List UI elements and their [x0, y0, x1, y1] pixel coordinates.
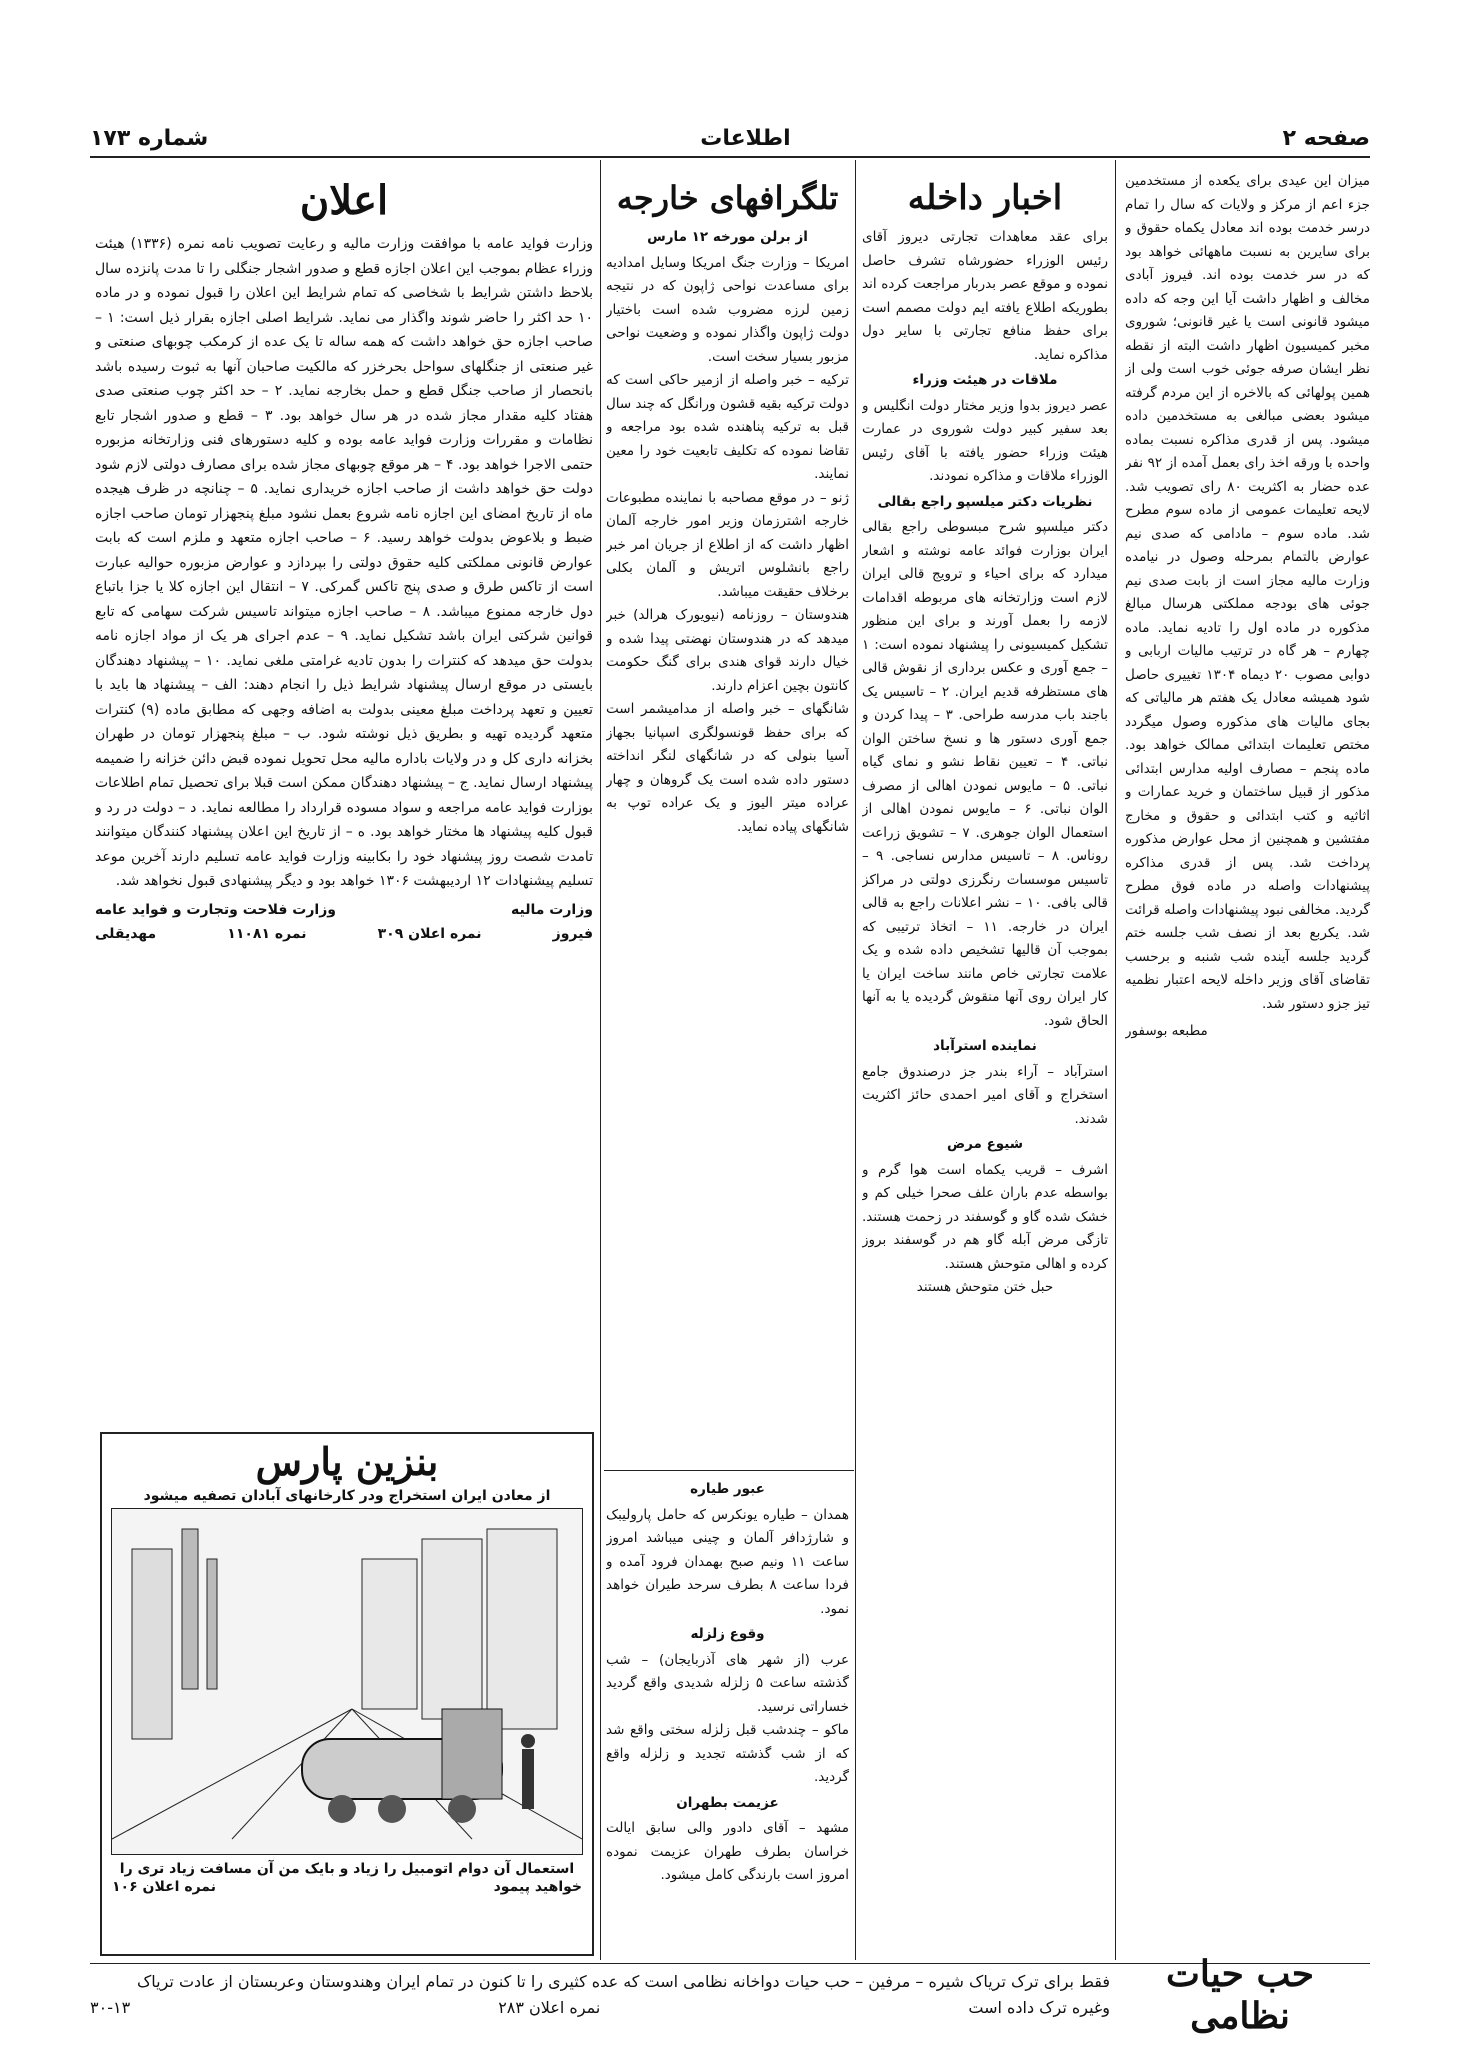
footer-text-block: [90, 1969, 1110, 2021]
signer-name: فیروز: [552, 926, 593, 942]
article-text: میزان این عیدی برای یکعده از مستخدمین جزء اعم از مرکز و ولایات که سال را تمام درسر خدمت بوده اند معادل یکماه حقوق و برای سایرین به نسبت ماههائی خواهد بود که در سر خدمت بوده اند. فیروز آبادی مخالف و اظهار داشت آیا این وجه که داده میشود قانونی است یا غیر قانونی؛ شوروی مخبر کمیسیون اظهار داشت البته از نقطه نظر ایشان صرفه جوئی خوب است ولی از همین پولهائی که بالاخره از این مردم گرفته میشود بعضی مبالغی به مستخدمین داده میشود. پس از قدری مذاکره نسبت بماده واحده با ورقه اخذ رای بعمل آمده از ۹۲ نفر عده حضار به اکثریت ۸۰ رای تصویب شد. لایحه تعلیمات عمومی از ماده سوم مطرح شد. ماده سوم – مادامی که صدی نیم عوارض بالتمام بمرحله وصول در نیامده وزارت مالیه مجاز است از بابت صدی نیم جوئی های بودجه مملکتی هرسال مبالغ مذکوره در ماده اول را تادیه نماید. ماده چهارم – هر گاه در ترتیب مالیات اربابی و دوابی مصوب ۲۰ دیماه ۱۳۰۴ تغییری حاصل شود همیشه معادل یک هفتم هر مالیاتی که بجای مالیات های مذکوره وصول میگردد مختص تعلیمات ابتدائی ممالک خواهد بود. ماده پنجم – مصارف اولیه مدارس ابتدائی مذکور از قبیل ساختمان و خرید عمارات و اثاثیه و کتب ابتدائی و حقوق و مخارج مفتشین و همچنین از محل عوارض مذکوره پرداخت شد. پس از قدری مذاکره پیشنهادات واصله در ماده فوق مطرح گردید. مخالفی نبود پیشنهادات واصله قرائت شد. یکربع بعد از نصف شب جلسه ختم گردید جلسه آینده شب شنبه و برحسب تقاضای آقای وزیر داخله لایحه اعتبار نظمیه تیز جزو دستور شد.: [1125, 173, 1370, 1012]
footer-advertisement: [90, 1953, 1370, 2037]
article-heading: نماینده استرآباد: [933, 1038, 1037, 1054]
article-heading: عبور طیاره: [690, 1481, 765, 1497]
section-title: اخبار داخله: [907, 178, 1063, 218]
dateline: از برلن مورخه ۱۲ مارس: [647, 229, 808, 245]
ad-title: بنزین پارس: [255, 1439, 439, 1484]
article-text: ترکیه – خبر واصله از ازمیر حاکی است که دولت ترکیه بقیه قشون ورانگل که چند سال قبل به ترکیه پناهنده شده بود مراجعه و تقاضا نموده که تکلیف تابعیت خود را معین نمایند.: [606, 372, 849, 482]
footer-text: فقط برای ترک تریاک شیره – مرفین – حب حیات دواخانه نظامی است که عده کثیری را تا کنون در تمام ایران وهندوستان وعربستان از عادت تریاک: [136, 1972, 1110, 1991]
article-text: همدان – طیاره یونکرس که حامل پارولیبک و شارژدافر آلمان و چینی میباشد امروز ساعت ۱۱ ونیم صبح بهمدان فرود آمده و فردا ساعت ۸ بطرف سرحد طیران خواهد نمود.: [606, 1506, 849, 1617]
article-text: عرب (از شهر های آذربایجان) – شب گذشته ساعت ۵ زلزله شدیدی واقع گردید خساراتی نرسید.: [606, 1651, 849, 1715]
article-heading: وقوع زلزله: [690, 1626, 765, 1642]
ad-number: نمره اعلان ۱۰۶: [112, 1879, 216, 1895]
ad-bottom-text: استعمال آن دوام اتومبیل را زیاد و بایک من آن مسافت زیاد تری را: [119, 1861, 575, 1877]
article-heading: عزیمت بطهران: [676, 1794, 779, 1811]
refinery-illustration: [111, 1508, 583, 1855]
article-heading: نظریات دکتر میلسپو راجع بقالی: [877, 493, 1093, 510]
column-rule: [855, 160, 856, 1960]
notice-body: وزارت فواید عامه با موافقت وزارت مالیه و رعایت تصویب نامه نمره (۱۳۳۶) هیئت وزراء عظام بموجب این اعلان اجازه قطع و صدور اشجار جنگلی را تا مدت پانزده سال بلاحظ داشتن شرایط با شخاصی که تمام شرایط این اعلان را قبول نموده و در ماده ۱۰ حد اکثر را حاضر شوند واگذار می نماید. شرایط اصلی اجازه بقرار ذیل است: ۱ – صاحب اجازه حق خواهد داشت که همه ساله تا یک عده از کرمکب چوبهای صنعتی و غیر صنعتی از جنگلهای سواحل بحرخزر که مالکیت صاحبان آنها به ثبوت رسیده باشد بانحصار از صاحب جنگل قطع و حمل بخارجه نماید. ۲ – حد اکثر چوب صنعتی صدی هفتاد کلیه مقدار مجاز شده در هر سال خواهد بود. ۳ – قطع و صدور اشجار تابع نظامات و مقررات وزارت فواید عامه بوده و کلیه دستورهای فنی وزارتخانه مزبوره حتمی الاجرا خواهد بود. ۴ – هر موقع چوبهای مجاز شده برای مصارف دولتی لازم شود دولت حق خواهد داشت از صاحب اجازه خریداری نماید. ۵ – چنانچه در ظرف هیجده ماه از تاریخ امضای این اجازه نامه شروع بعمل نشود مبلغ پنجهزار تومان صاحب اجازه ضبط و بلاعوض بدولت خواهد رسید. ۶ – صاحب اجازه متعهد و ملزم است که بابت عوارض قانونی مملکتی کلیه حقوق دولتی را بپردازد و عوارض مزبوره حوالیه عبارت است از تاکس طرق و صدی پنج تاکس گمرکی. ۷ – انتقال این اجازه کلا یا جزا باتباع دول خارجه ممنوع میباشد. ۸ – صاحب اجازه میتواند تاسیس شرکت سهامی که تابع قوانین شرکتی ایران باشد تشکیل نماید. ۹ – عدم اجرای هر یک از مواد اجازه نامه بدولت حق میدهد که کنترات را بدون تادیه غرامتی ملغی نماید. ۱۰ – پیشنهاد دهندگان بایستی در موقع ارسال پیشنهاد شرایط ذیل را انجام دهند: الف – پیشنهاد ها باید با تعیین و تعهد پرداخت مبلغ معینی بدولت به اضافه وجهی که مطابق ماده (۹) کنترات متعهد گردیده تهیه و بطریق ذیل نوشته شود. ب – مبلغ پنجهزار تومان در طهران بخزانه داری کل و در ولایات باداره مالیه محل تحویل نموده قبض دائن خزانه را ضمیمه پیشنهاد ارسال نماید. ج – پیشنهاد دهندگان ممکن است قبلا برای تحصیل تمام اطلاعات بوزارت فواید عامه مراجعه و سواد مسوده قرارداد را مطالعه نماید. د – دولت در رد و قبول کلیه پیشنهاد ها مختار خواهد بود. ه – از تاریخ این اعلان پیشنهاد کنندگان میتوانند تامدت شصت روز پیشنهاد خود را بکابینه وزارت فواید عامه تسلیم دارند آخرین موعد تسلیم پیشنهادات ۱۲ اردیبهشت ۱۳۰۶ خواهد بود و دیگر پیشنهادی قبول نخواهد شد.: [95, 236, 593, 889]
newspaper-name: اطلاعات: [700, 125, 791, 151]
section-rule: [604, 1470, 854, 1471]
footer-text: وغیره ترک داده است: [968, 1998, 1110, 2017]
article-credit: حبل ختن متوحش هستند: [916, 1279, 1054, 1295]
notice-title: اعلان: [299, 177, 389, 224]
printer-credit: مطبعه بوسفور: [1125, 1023, 1208, 1039]
notice-number: نمره ۱۱۰۸۱: [227, 926, 307, 942]
article-text: امریکا – وزارت جنگ امریکا وسایل امدادیه برای مساعدت نواحی ژاپون که در نتیجه زمین لرزه مضروب شده است باختیار دولت ژاپون واگذار نموده و وضعیت نواحی مزبور بسیار سخت است.: [606, 254, 849, 365]
ad-bottom-text: خواهید پیمود: [493, 1879, 582, 1895]
footer-brand: حب حیات نظامی: [1165, 1953, 1315, 2037]
column-domestic-news: [862, 170, 1108, 1950]
signature-ministry: وزارت مالیه: [511, 901, 593, 918]
column-rule: [600, 160, 601, 1960]
footer-row: [90, 1995, 1110, 2021]
ad-subtitle: از معادن ایران استخراج ودر کارخانهای آبادان تصفیه میشود: [143, 1488, 551, 1504]
article-text: استرآباد – آراء بندر جز درصندوق جامع استخراج و آقای امیر احمدی حائز اکثریت شدند.: [862, 1063, 1108, 1127]
ad-bottom-row: [102, 1879, 592, 1895]
column-rule: [1115, 160, 1116, 1960]
column-notice: [95, 170, 593, 1425]
footer-ad-number: نمره اعلان ۲۸۳: [498, 1998, 601, 2017]
article-text: ماکو – چندشب قبل زلزله سختی واقع شد که از شب گذشته تجدید و زلزله واقع گردید.: [606, 1722, 849, 1785]
article-text: عصر دیروز بدوا وزیر مختار دولت انگلیس و بعد سفیر کبیر دولت شوروی در عمارت هیئت وزراء حضور یافته با آقای رئیس الوزراء ملاقات و مذاکره نمودند.: [862, 397, 1108, 484]
article-heading: شیوع مرض: [946, 1136, 1024, 1152]
article-text: برای عقد معاهدات تجارتی دیروز آقای رئیس الوزراء حضورشاه تشرف حاصل نموده و موقع عصر بدربار مراجعت کرده اند بطوریکه اطلاع یافته ایم دولت مصمم است برای حفظ منافع تجارتی با سایر دول مذاکره نماید.: [862, 229, 1108, 363]
footer-code: ۳۰-۱۳: [90, 1998, 131, 2017]
signature-ministry: وزارت فلاحت وتجارت و فواید عامه: [95, 901, 336, 918]
article-text: ژنو – در موقع مصاحبه با نماینده مطبوعات خارجه اشترزمان وزیر امور خارجه آلمان اظهار داشت که از اطلاع از جریان امر خبر راجع بانشلوس اتریش و آلمان بکلی برخلاف حقیقت میباشد.: [606, 489, 849, 600]
article-text: شانگهای – خبر واصله از مدامیشمر است که برای حفظ قونسولگری اسپانیا بجهاز آسیا بنولی که در شانگهای لنگر انداخته دستور داده شده است یک گروهان و چهار عراده میتر الیوز و یک عراده توپ به شانگهای پیاده نماید.: [606, 701, 849, 835]
page-header: [90, 120, 1370, 158]
signer-name: مهدیقلی: [95, 926, 157, 942]
article-text: اشرف – قریب یکماه است هوا گرم و بواسطه عدم باران علف صحرا خیلی کم و خشک شده گاو و گوسفند در زحمت هستند. تازگی مرض آبله گاو هم در گوسفند بروز کرده و اهالی متوحش هستند.: [862, 1161, 1108, 1272]
column-news-box: [606, 1476, 849, 1950]
article-heading: ملاقات در هیئت وزراء: [912, 372, 1058, 388]
notice-number: نمره اعلان ۳۰۹: [377, 926, 482, 942]
column-parliament-report: [1125, 170, 1370, 1950]
article-text: دکتر میلسپو شرح مبسوطی راجع بقالی ایران بوزارت فوائد عامه نوشته و اشعار میدارد که برای احیاء و ترویج قالی ایران لازم است وزارتخانه های مربوطه اقدامات لازمه را بعمل آورند و برای این منظور تشکیل کمیسیونی را پیشنهاد نموده است: ۱ – جمع آوری و عکس برداری از نقوش قالی های مستظرفه قدیم ایران. ۲ – تاسیس یک باجند باب مدرسه طراحی. ۳ – پیدا کردن و جمع آوری دستور ها و نسخ ساختن الوان نباتی. ۴ – تعیین نقاط نشو و نمای گیاه نباتی. ۵ – مایوس نمودن اهالی از مصرف الوان نباتی. ۶ – مایوس نمودن اهالی از استعمال الوان جوهری. ۷ – تشویق زراعت روناس. ۸ – تاسیس مدارس نساجی. ۹ – تاسیس موسسات رنگرزی دولتی در مراکز قالی بافی. ۱۰ – نشر اعلانات راجع به قالی ایران در خارجه. ۱۱ – اتخاذ ترتیبی که بموجب آن قالیها تشخیص داده شده و یک علامت تجارتی خاص مانند ساخت ایران یا کار ایران روی آنها منقوش گردیده یا به آنها الحاق شود.: [862, 519, 1108, 1029]
issue-number: شماره ۱۷۳: [90, 125, 209, 151]
article-text: هندوستان – روزنامه (نیویورک هرالد) خبر میدهد که در هندوستان نهضتی پیدا شده و خیال دارند قوای هندی برای گنگ حکومت کانتون بچین اعزام دارند.: [606, 607, 849, 694]
column-foreign-telegrams: [606, 170, 849, 1460]
page-number: صفحه ۲: [1282, 125, 1370, 151]
advertisement-petrol: [100, 1432, 594, 1956]
section-title: تلگرافهای خارجه: [616, 179, 839, 217]
article-text: مشهد – آقای دادور والی سابق ایالت خراسان بطرف طهران عزیمت نموده امروز است بارندگی کامل میشود.: [606, 1820, 849, 1883]
notice-signers: [95, 922, 593, 947]
notice-signatures: [95, 898, 593, 923]
